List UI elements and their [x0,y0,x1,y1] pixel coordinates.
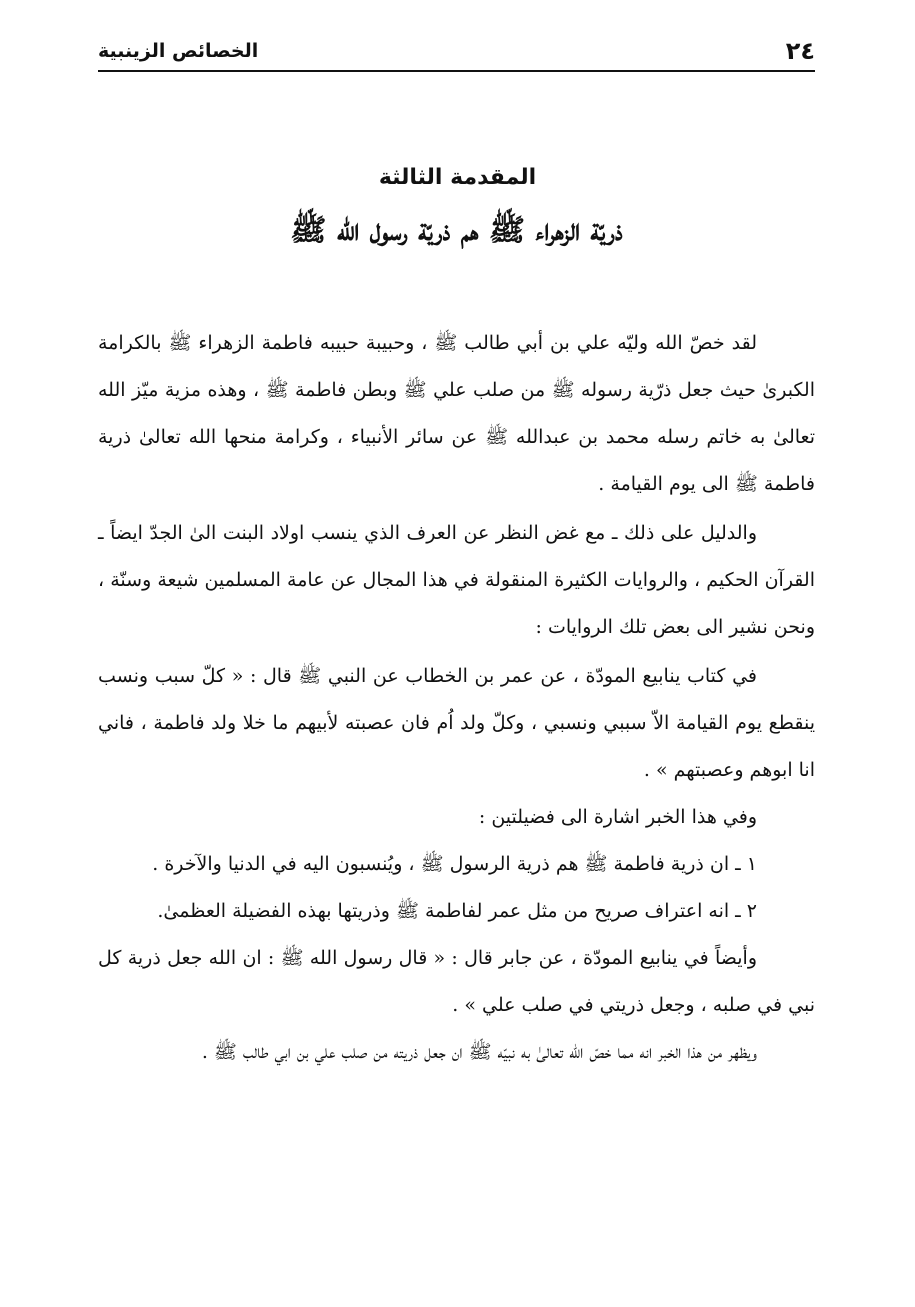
section-label: المقدمة الثالثة [378,165,537,190]
paragraph: والدليل على ذلك ـ مع غض النظر عن العرف الذي ينسب اولاد البنت الىٰ الجدّ ايضاً ـ القرآن الحكيم ، والروايات الكثيرة المنقولة في هذا المجال عن عامة المسلمين شيعة وسنّة ، ونحن نشير الى بعض تلك الروايات : [98,522,815,638]
list-item: ٢ ـ انه اعتراف صريح من مثل عمر لفاطمة ﷺ وذريتها بهذه الفضيلة العظمىٰ. [157,900,757,922]
body-text [98,320,815,1076]
paragraph: وأيضاً في ينابيع المودّة ، عن جابر قال : « قال رسول الله ﷺ : ان الله جعل ذرية كل نبي في صلبه ، وجعل ذريتي في صلب علي » . [98,947,815,1016]
page-number: ٢٤ [785,37,815,65]
list-item: ١ ـ ان ذرية فاطمة ﷺ هم ذرية الرسول ﷺ ، ويُنسبون اليه في الدنيا والآخرة . [152,853,757,875]
chapter-heading: ذريّة الزهراء ﷺ هم ذريّة رسول الله ﷺ [290,213,623,248]
paragraph: في كتاب ينابيع المودّة ، عن عمر بن الخطاب عن النبي ﷺ قال : « كلّ سبب ونسب ينقطع يوم القيامة الاّ سببي ونسبي ، وكلّ ولد اُم فان عصبته لأبيهم ما خلا ولد فاطمة ، فاني انا ابوهم وعصبتهم » . [98,665,815,781]
paragraph: لقد خصّ الله وليّه علي بن أبي طالب ﷺ ، وحبيبة حبيبه فاطمة الزهراء ﷺ بالكرامة الكبرىٰ حيث جعل ذرّية رسوله ﷺ من صلب علي ﷺ وبطن فاطمة ﷺ ، وهذه مزية ميّز الله تعالىٰ به خاتم رسله محمد بن عبدالله ﷺ عن سائر الأنبياء ، وكرامة منحها الله تعالىٰ ذرية فاطمة ﷺ الى يوم القيامة . [98,332,815,495]
paragraph: ويظهر من هذا الخبر انه مما خصّ الله تعالىٰ به نبيّه ﷺ ان جعل ذريته من صلب علي بن ابي طالب ﷺ . [201,1041,757,1063]
paragraph: وفي هذا الخبر اشارة الى فضيلتين : [478,806,757,828]
header-divider [98,70,815,72]
running-title: الخصائص الزينبية [98,40,259,62]
page-header [98,34,815,68]
